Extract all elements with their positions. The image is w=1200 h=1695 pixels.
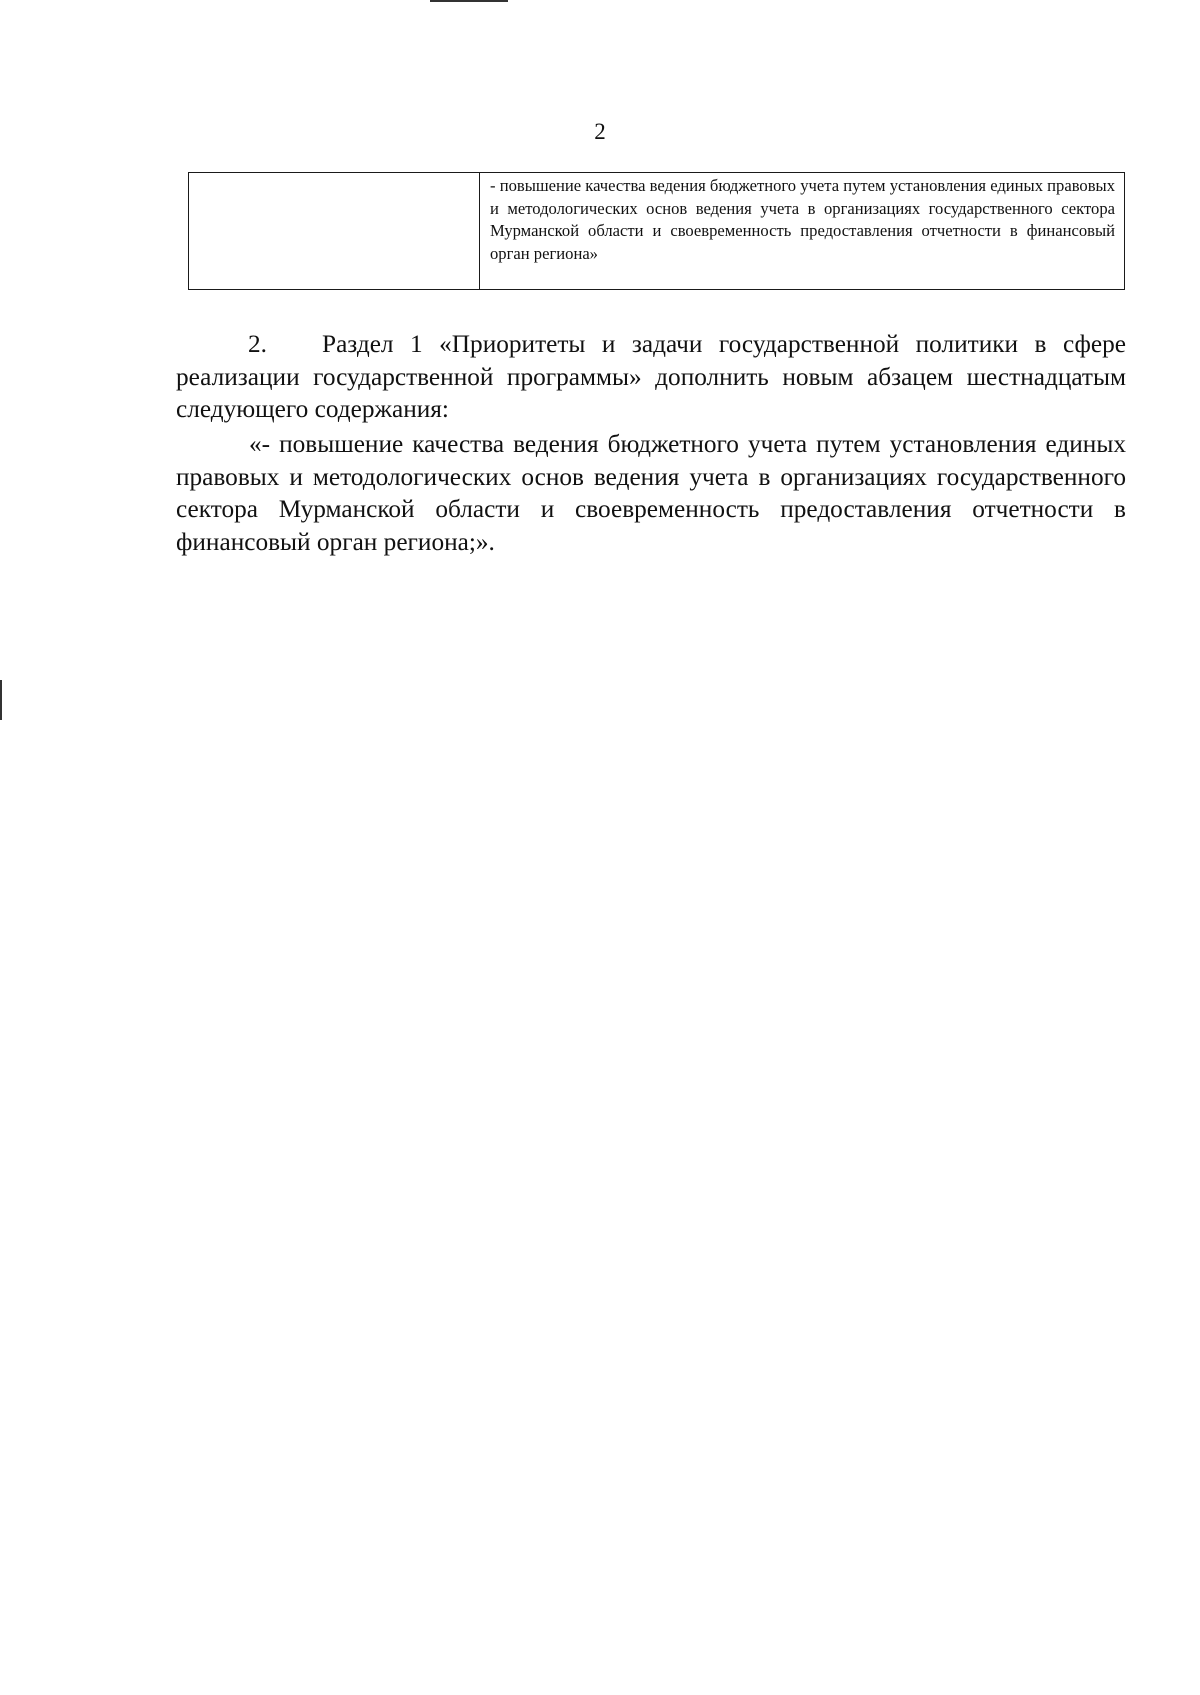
continuation-table	[188, 172, 1125, 290]
table-cell-text: - повышение качества ведения бюджетного учета путем установления единых правовых и методологических основ ведения учета в организациях государственного сектора Мурманской области и своевременность предоставления отчетности в финансовый орган региона»	[490, 176, 1115, 263]
table-cell-empty	[189, 173, 480, 289]
page-number: 2	[594, 119, 606, 144]
item-text: Раздел 1 «Приоритеты и задачи государственной политики в сфере реализации государственной программы» дополнить новым абзацем шестнадцатым следующего содержания:	[176, 330, 1126, 424]
quote-text: «- повышение качества ведения бюджетного учета путем установления единых правовых и методологических основ ведения учета в организациях государственного сектора Мурманской области и своевременность предоставления отчетности в финансовый орган региона;».	[176, 430, 1126, 556]
item-number: 2.	[248, 330, 267, 358]
amendment-item-2	[176, 328, 1126, 426]
scan-line-top	[430, 0, 508, 2]
amendment-quote	[176, 428, 1126, 558]
scan-line-left-edge	[0, 680, 2, 720]
